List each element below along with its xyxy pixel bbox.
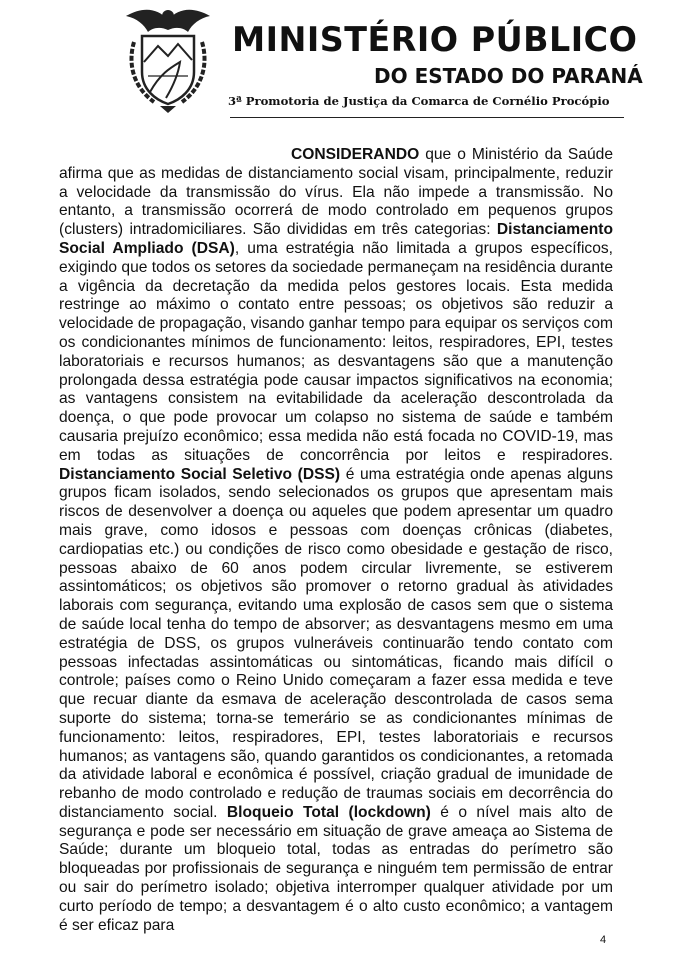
dsa-heading: Distanciamento Social Ampliado (DSA)	[59, 221, 613, 257]
institution-title: MINISTÉRIO PÚBLICO	[232, 20, 638, 60]
considerando-bold: CONSIDERANDO	[291, 146, 420, 163]
header-divider	[230, 117, 624, 118]
page-number: 4	[600, 934, 607, 946]
lockdown-text: é o nível mais alto de segurança e pode ser necessário em situação de grave ameaça ao Sistema de Saúde; durante um bloqueio total, todas as entradas do perímetro são bloqueadas por profissionais de segurança e ninguém tem permissão de entrar ou sair do perímetro isolado; objetiva interromper qualquer atividade por um curto período de tempo; a desvantagem é o alto custo econômico; a vantagem é ser eficaz para	[59, 803, 614, 934]
lockdown-heading: Bloqueio Total (lockdown)	[226, 803, 431, 821]
institution-subtitle: DO ESTADO DO PARANÁ	[374, 64, 643, 88]
dss-heading: Distanciamento Social Seletivo (DSS)	[59, 465, 341, 483]
promotoria-line: 3ª Promotoria de Justiça da Comarca de Cornélio Procópio	[228, 94, 610, 108]
coat-of-arms-icon	[120, 2, 216, 114]
intro-text: que o Ministério da Saúde afirma que as medidas de distanciamento social visam, principalmente, reduzir a velocidade da transmissão do vírus. Ela não impede a transmissão. No entanto, a transmissão ocorrerá de modo controlado em pequenos grupos (clusters) intradomiciliares. São divididas em três categorias:	[59, 146, 613, 239]
dsa-text: , uma estratégia não limitada a grupos específicos, exigindo que todos os setores da sociedade permaneçam na residência durante a vigência da decretação da medida pelos gestores locais. Esta medida restringe ao máximo o contato entre pessoas; os objetivos são reduzir a velocidade de propagação, visando ganhar tempo para equipar os serviços com os condicionantes mínimos de funcionamento: leitos, respiradores, EPI, testes laboratoriais e recursos humanos; as desvantagens são que a manutenção prolongada dessa estratégia pode causar impactos significativos na economia; as vantagens consistem na evitabilidade da aceleração descontrolada da doença, o que pode provocar um colapso no sistema de saúde e também causaria prejuízo econômico; essa medida não está focada no COVID-19, mas em todas as situações de concorrência por leitos e respiradores.	[59, 239, 614, 464]
dss-text: é uma estratégia onde apenas alguns grupos ficam isolados, sendo selecionados os grupos que apresentam mais riscos de desenvolver a doença ou aqueles que podem apresentar um quadro mais grave, como idosos e pessoas com doenças crônicas (diabetes, cardiopatias etc.) ou condições de risco como obesidade e gestação de risco, pessoas abaixo de 60 anos podem circular livremente, se estiverem assintomáticos; os objetivos são promover o retorno gradual às atividades laborais com segurança, evitando uma explosão de casos sem que o sistema de saúde local tenha do tempo de absorver; as desvantagens mesmo em uma estratégia de DSS, os grupos vulneráveis continuarão tendo contato com pessoas infectadas assintomáticas ou sintomáticas, ficando mais difícil o controle; países como o Reino Unido começaram a fazer essa medida e teve que recuar diante da esmava de aceleração descontrolada de casos sema suporte do sistema; torna-se temerário se as condicionantes mínimas de funcionamento: leitos, respiradores, EPI, testes laboratoriais e recursos humanos; as vantagens são, quando garantidos os condicionantes, a retomada da atividade laboral e econômica é possível, criação gradual de imunidade de rebanho de modo controlado e redução de traumas sociais em decorrência do distanciamento social.	[59, 465, 613, 821]
body-paragraph	[59, 146, 613, 935]
